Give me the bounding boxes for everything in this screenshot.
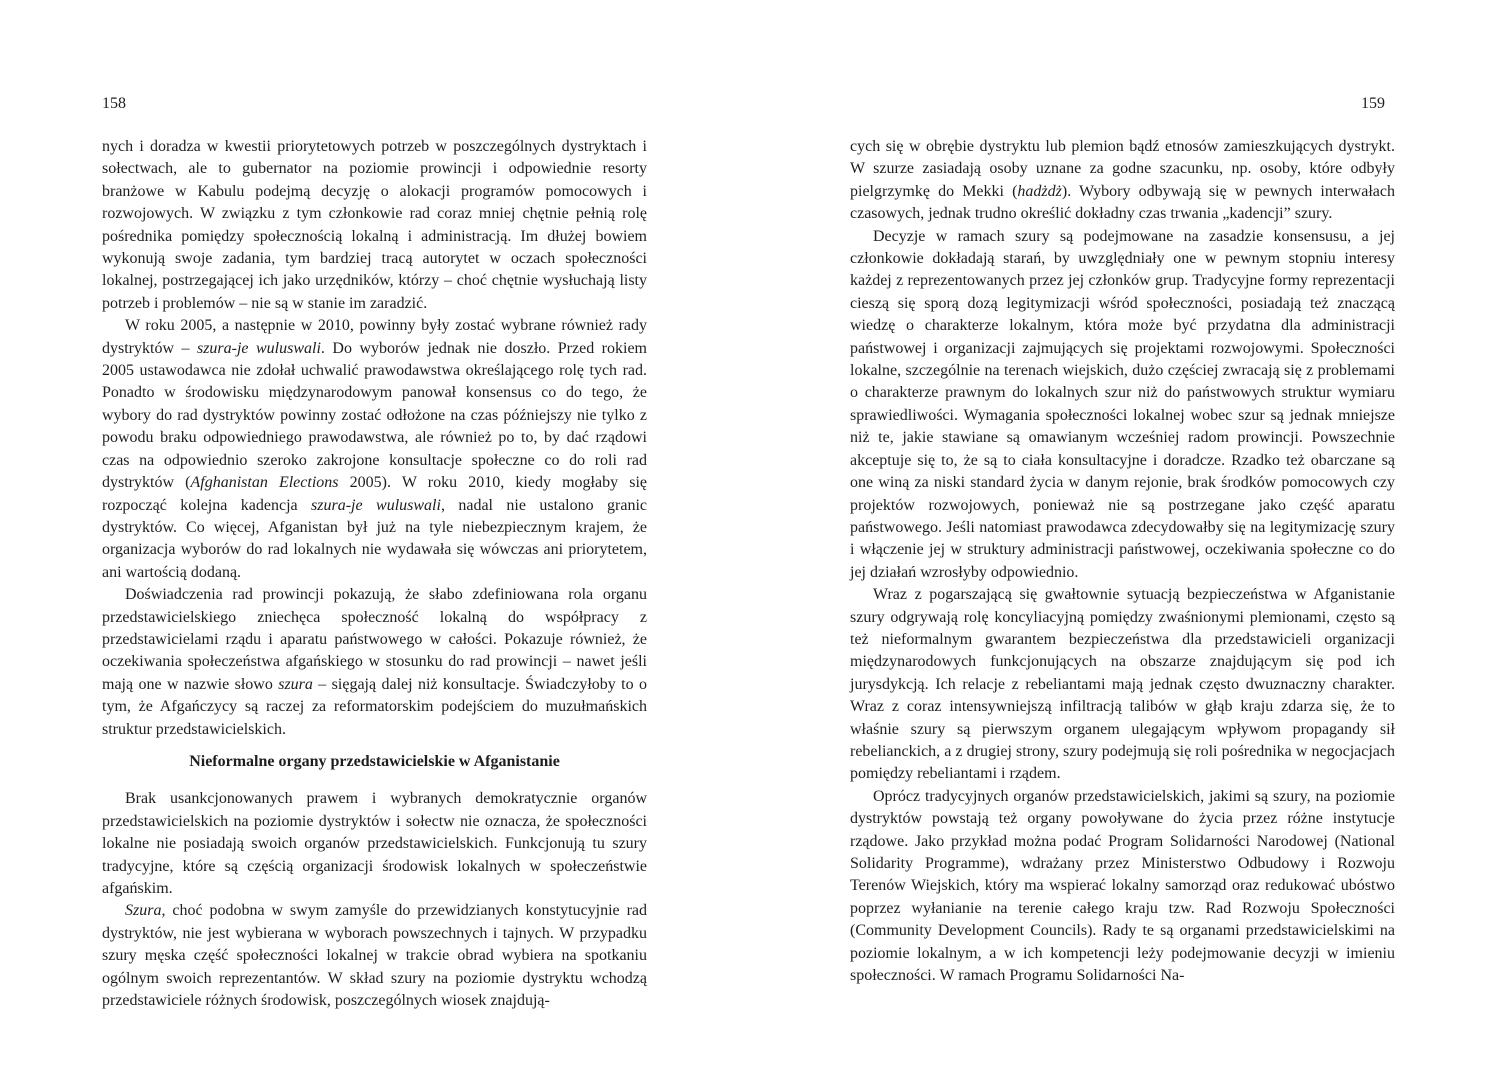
paragraph xyxy=(102,584,647,741)
italic-text: hadżdż xyxy=(1017,182,1062,200)
page-number: 159 xyxy=(1361,95,1385,112)
italic-text: szura xyxy=(278,675,313,693)
paragraph xyxy=(850,584,1395,786)
paragraph xyxy=(850,786,1395,988)
text-segment: . Do wyborów jednak nie doszło. Przed rokiem 2005 ustawodawca nie zdołał uchwalić prawodawstwa określającego rolę tych rad. Ponadto w środowisku międzynarodowym panował konsensus co do tego, że wybory do rad dystryktów powinny zostać odłożone na czas późniejszy nie tylko z powodu braku odpowiedniego prawodawstwa, ale również po to, by dać rządowi czas na odpowiednio szeroko zakrojone konsultacje społeczne co do roli rad dystryktów ( xyxy=(102,339,648,492)
text-segment: nych i doradza w kwestii priorytetowych potrzeb w poszczególnych dystryktach i sołectwach, ale to gubernator na poziomie prowincji i odpowiednie resorty branżowe w Kabulu podejmą decyzję o alokacji programów pomocowych i rozwojowych. W związku z tym członkowie rad coraz mniej chętnie pełnią rolę pośrednika pomiędzy społecznością lokalną i administracją. Im dłużej bowiem wykonują swoje zadania, tym bardziej tracą autorytet w oczach społeczności lokalnej, postrzegającej ich jako urzędników, którzy – choć chętnie wysłuchają listy potrzeb i problemów – nie są w stanie im zaradzić. xyxy=(102,138,647,312)
text-segment: Wraz z pogarszającą się gwałtownie sytuacją bezpieczeństwa w Afganistanie szury odgrywają rolę koncyliacyjną pomiędzy zwaśnionymi plemionami, często są też nieformalnym gwarantem bezpieczeństwa dla przedstawicieli organizacji międzynarodowych funkcjonujących na obszarze znajdującym się pod ich jurysdykcją. Ich relacje z rebeliantami mają jednak często dwuznaczny charakter. Wraz z coraz intensywniejszą infiltracją talibów w głąb kraju zdarza się, że to właśnie szury są pierwszym organem ulegającym wpływom propagandy sił rebelianckich, a z drugiej strony, szury podejmują się roli pośrednika w negocjacjach pomiędzy rebeliantami i rządem. xyxy=(850,586,1395,783)
paragraph xyxy=(102,136,647,315)
paragraph xyxy=(102,900,647,1012)
italic-text: szura-je wuluswali xyxy=(311,496,441,514)
text-segment: cych się w obrębie dystryktu lub plemion bądź etnosów zamieszkujących dystrykt. W szurze zasiadają osoby uznane za godne szacunku, np. osoby, które odbyły pielgrzymkę do Mekki ( xyxy=(850,138,1395,200)
paragraph-group xyxy=(850,136,1395,987)
paragraph-group xyxy=(102,136,647,741)
paragraph xyxy=(102,315,647,584)
text-segment: ). Wybory odbywają się w pewnych interwałach czasowych, jednak trudno określić dokładny czas trwania „kadencji” szury. xyxy=(850,182,1395,223)
text-segment: Oprócz tradycyjnych organów przedstawicielskich, jakimi są szury, na poziomie dystryktów powstają też organy powoływane do życia przez różne instytucje rządowe. Jako przykład można podać Program Solidarności Narodowej (National Solidarity Programme), wdrażany przez Ministerstwo Odbudowy i Rozwoju Terenów Wiejskich, który ma wspierać lokalny samorząd oraz redukować ubóstwo poprzez wyłanianie na terenie całego kraju tzw. Rad Rozwoju Społeczności (Community Development Councils). Rady te są organami przedstawicielskimi na poziomie lokalnym, a w ich kompetencji leży podejmowanie decyzji w imieniu społeczności. W ramach Programu Solidarności Na- xyxy=(850,787,1395,985)
text-segment: Decyzje w ramach szury są podejmowane na zasadzie konsensusu, a jej członkowie dokładają starań, by uwzględniały one w pewnym stopniu interesy każdej z reprezentowanych przez jej członków grup. Tradycyjne formy reprezentacji cieszą się sporą dozą legitymizacji wśród społeczności, posiadają też znaczącą wiedzę o charakterze lokalnym, która może być przydatna dla administracji państwowej i organizacji zajmujących się projektami rozwojowymi. Społeczności lokalne, szczególnie na terenach wiejskich, dużo częściej zwracają się z problemami o charakterze prawnym do lokalnych szur niż do państwowych struktur wymiaru sprawiedliwości. Wymagania społeczności lokalnej wobec szur są jednak mniejsze niż te, jakie stawiane są omawianym wcześniej radom prowincji. Powszechnie akceptuje się to, że są to ciała konsultacyjne i doradcze. Rzadko też obarczane są one winą za niski standard życia w danym rejonie, brak środków pomocowych czy projektów rozwojowych, ponieważ nie są postrzegane jako część aparatu państwowego. Jeśli natomiast prawodawca zdecydowałby się na legitymizację szury i włączenie jej w struktury administracji państwowej, oczekiwania społeczne co do jej działań wzrosłyby odpowiednio. xyxy=(850,227,1395,581)
text-segment: – sięgają dalej niż konsultacje. Świadczyłoby to o tym, że Afgańczycy są raczej za reformatorskim podejściem do muzułmańskich struktur przedstawicielskich. xyxy=(102,675,648,738)
paragraph xyxy=(850,136,1395,226)
text-segment: 2005). W roku 2010, kiedy mogłaby się rozpocząć kolejna kadencja xyxy=(102,474,648,514)
paragraph xyxy=(850,226,1395,585)
italic-text: szura-je wuluswali xyxy=(196,339,321,357)
section-heading: Nieformalne organy przedstawicielskie w Afganistanie xyxy=(189,752,560,770)
paragraph-group xyxy=(102,788,647,1012)
text-segment: , choć podobna w swym zamyśle do przewidzianych konstytucyjnie rad dystryktów, nie jest wybierana w wyborach powszechnych i tajnych. W przypadku szury męska część społeczności lokalnej w trakcie obrad wybiera na spotkaniu ogólnym swoich reprezentantów. W skład szury na poziomie dystryktu wchodzą przedstawiciele różnych środowisk, poszczególnych wiosek znajdują- xyxy=(102,902,647,1010)
text-segment: Brak usankcjonowanych prawem i wybranych demokratycznie organów przedstawicielskich na poziomie dystryktów i sołectw nie oznacza, że społeczności lokalne nie posiadają swoich organów przedstawicielskich. Funkcjonują tu szury tradycyjne, które są częścią organizacji środowisk lokalnych w społeczeństwie afgańskim. xyxy=(102,790,647,897)
italic-text: Afghanistan Elections xyxy=(190,474,339,492)
text-segment: , nadal nie ustalono granic dystryktów. Co więcej, Afganistan był już na tyle niebezpiecznym krajem, że organizacja wyborów do rad lokalnych nie wydawała się wówczas ani priorytetem, ani wartością dodaną. xyxy=(102,496,648,581)
left-page-text xyxy=(102,136,647,1012)
text-segment: Doświadczenia rad prowincji pokazują, że słabo zdefiniowana rola organu przedstawicielskiego zniechęca społeczność lokalną do współpracy z przedstawicielami rządu i aparatu państwowego w całości. Pokazuje również, że oczekiwania społeczeństwa afgańskiego w stosunku do rad prowincji – nawet jeśli mają one w nazwie słowo xyxy=(102,586,647,693)
right-page xyxy=(750,0,1500,1086)
page-number: 158 xyxy=(102,95,126,112)
text-segment: W roku 2005, a następnie w 2010, powinny były zostać wybrane również rady dystryktów – xyxy=(102,317,647,357)
paragraph xyxy=(102,788,647,900)
italic-text: Szura xyxy=(125,902,162,920)
right-page-text xyxy=(850,136,1395,987)
